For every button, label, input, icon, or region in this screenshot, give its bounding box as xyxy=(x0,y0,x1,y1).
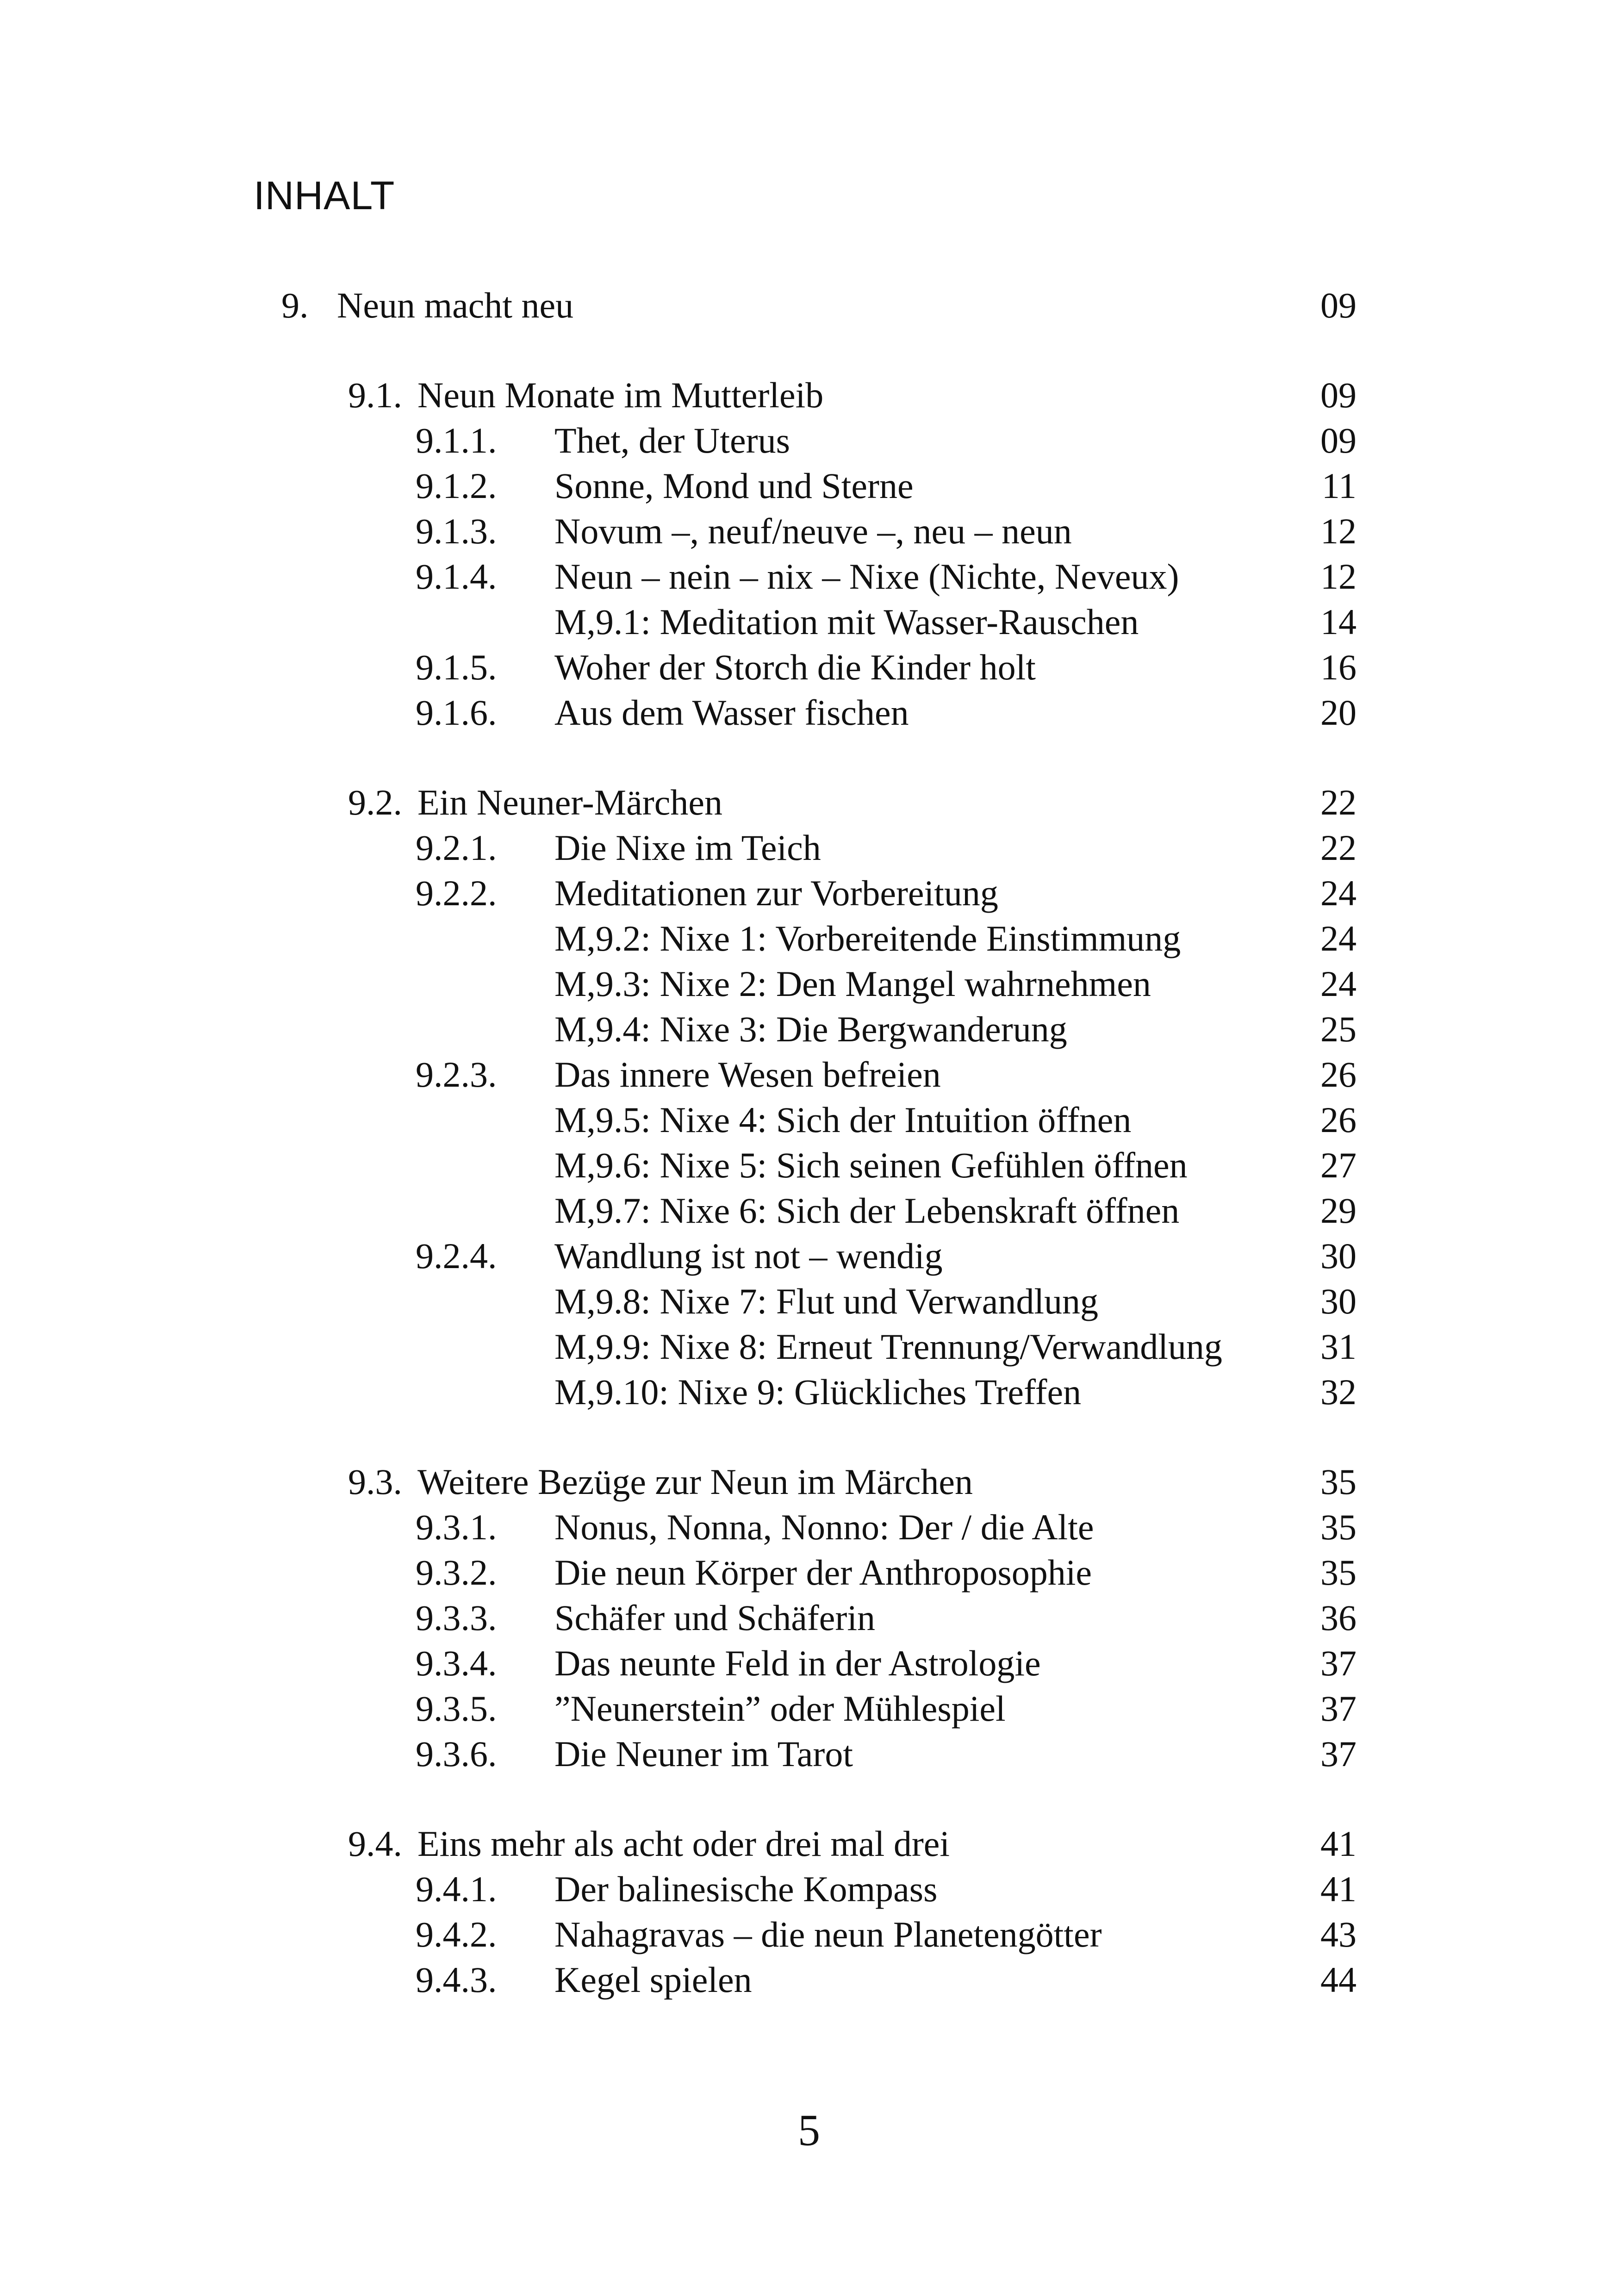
toc-entry-title: Thet, der Uterus xyxy=(554,420,790,460)
toc-entry-title: Nahagravas – die neun Planetengötter xyxy=(554,1914,1102,1954)
toc-entry-title: Ein Neuner-Märchen xyxy=(417,782,722,822)
toc-entry-title: Die Nixe im Teich xyxy=(554,828,821,868)
toc-entry-number: 9.4.3. xyxy=(416,1960,497,2000)
toc-entry-page: 12 xyxy=(1320,511,1357,551)
toc-entry xyxy=(0,1505,1618,1549)
toc-entry-title: M,9.4: Nixe 3: Die Bergwanderung xyxy=(554,1009,1067,1049)
toc-entry xyxy=(0,509,1618,554)
toc-entry xyxy=(0,283,1618,328)
toc-entry-number: 9.2.4. xyxy=(416,1236,497,1276)
toc-entry-number: 9.2.1. xyxy=(416,828,497,868)
toc-entry-page: 26 xyxy=(1320,1054,1357,1095)
toc-entry-page: 20 xyxy=(1320,692,1357,733)
toc-entry-page: 30 xyxy=(1320,1236,1357,1276)
toc-entry-page: 29 xyxy=(1320,1190,1357,1231)
toc-entry-title: ”Neunerstein” oder Mühlespiel xyxy=(554,1688,1006,1729)
toc-entry xyxy=(0,1732,1618,1776)
toc-entry-title: M,9.2: Nixe 1: Vorbereitende Einstimmung xyxy=(554,918,1181,958)
toc-entry xyxy=(0,1279,1618,1324)
toc-entry-title: Die neun Körper der Anthroposophie xyxy=(554,1552,1092,1593)
toc-entry-title: Woher der Storch die Kinder holt xyxy=(554,647,1036,687)
toc-entry xyxy=(0,600,1618,644)
toc-entry-number: 9.3.4. xyxy=(416,1643,497,1683)
toc-entry-title: Neun Monate im Mutterleib xyxy=(417,375,824,415)
toc-entry xyxy=(0,1550,1618,1595)
toc-entry xyxy=(0,826,1618,870)
toc-entry-number: 9.1.3. xyxy=(416,511,497,551)
toc-entry-page: 11 xyxy=(1321,466,1357,506)
toc-entry-page: 35 xyxy=(1320,1507,1357,1547)
toc-entry xyxy=(0,418,1618,463)
toc-entry-number: 9.1.2. xyxy=(416,466,497,506)
toc-entry-page: 41 xyxy=(1320,1869,1357,1909)
toc-entry-page: 24 xyxy=(1320,918,1357,958)
toc-entry xyxy=(0,691,1618,735)
toc-entry-title: Novum –, neuf/neuve –, neu – neun xyxy=(554,511,1072,551)
toc-entry xyxy=(0,1188,1618,1233)
toc-entry xyxy=(0,1052,1618,1097)
toc-entry-number: 9.2.3. xyxy=(416,1054,497,1095)
toc-entry-number: 9.1.5. xyxy=(416,647,497,687)
toc-entry-title: Nonus, Nonna, Nonno: Der / die Alte xyxy=(554,1507,1094,1547)
toc-entry-title: M,9.6: Nixe 5: Sich seinen Gefühlen öffnen xyxy=(554,1145,1188,1185)
page-number: 5 xyxy=(798,2105,820,2155)
toc-entry-page: 14 xyxy=(1320,602,1357,642)
toc-entry-page: 22 xyxy=(1320,782,1357,822)
toc-entry xyxy=(0,1234,1618,1278)
toc-entry-page: 30 xyxy=(1320,1281,1357,1321)
toc-entry-page: 09 xyxy=(1320,285,1357,325)
toc-entry-number: 9. xyxy=(281,285,309,325)
toc-entry-title: Meditationen zur Vorbereitung xyxy=(554,873,998,913)
toc-entry-title: Das innere Wesen befreien xyxy=(554,1054,941,1095)
toc-entry-title: Schäfer und Schäferin xyxy=(554,1598,876,1638)
toc-entry-title: M,9.10: Nixe 9: Glückliches Treffen xyxy=(554,1372,1082,1412)
toc-entry-number: 9.4.2. xyxy=(416,1914,497,1954)
toc-entry xyxy=(0,1641,1618,1686)
toc-entry xyxy=(0,1325,1618,1369)
toc-entry-title: Neun macht neu xyxy=(337,285,574,325)
toc-entry-number: 9.3.2. xyxy=(416,1552,497,1593)
toc-entry xyxy=(0,1596,1618,1640)
toc-entry-title: M,9.5: Nixe 4: Sich der Intuition öffnen xyxy=(554,1100,1132,1140)
toc-entry-page: 32 xyxy=(1320,1372,1357,1412)
toc-entry xyxy=(0,1867,1618,1911)
toc-entry xyxy=(0,871,1618,915)
toc-entry xyxy=(0,1686,1618,1731)
toc-entry-number: 9.3.5. xyxy=(416,1688,497,1729)
toc-entry-number: 9.2. xyxy=(348,782,402,822)
toc-entry-title: Aus dem Wasser fischen xyxy=(554,692,909,733)
toc-entry-page: 27 xyxy=(1320,1145,1357,1185)
toc-entry-page: 37 xyxy=(1320,1734,1357,1774)
toc-entry-number: 9.1.6. xyxy=(416,692,497,733)
toc-entry-page: 31 xyxy=(1320,1326,1357,1367)
toc-entry-page: 09 xyxy=(1320,420,1357,460)
toc-entry-page: 12 xyxy=(1320,556,1357,597)
toc-entry-title: Die Neuner im Tarot xyxy=(554,1734,853,1774)
toc-entry xyxy=(0,780,1618,825)
toc-entry xyxy=(0,1143,1618,1188)
toc-entry-title: M,9.3: Nixe 2: Den Mangel wahrnehmen xyxy=(554,964,1151,1004)
toc-entry xyxy=(0,916,1618,961)
toc-entry xyxy=(0,1912,1618,1957)
toc-entry-title: Das neunte Feld in der Astrologie xyxy=(554,1643,1041,1683)
toc-entry xyxy=(0,464,1618,508)
toc-entry xyxy=(0,1370,1618,1414)
toc-entry xyxy=(0,645,1618,690)
toc-entry-page: 41 xyxy=(1320,1823,1357,1864)
toc-entry-title: Weitere Bezüge zur Neun im Märchen xyxy=(417,1462,973,1502)
toc-entry-page: 37 xyxy=(1320,1688,1357,1729)
toc-entry-number: 9.3. xyxy=(348,1462,402,1502)
toc-entry-title: Der balinesische Kompass xyxy=(554,1869,938,1909)
toc-entry-number: 9.3.6. xyxy=(416,1734,497,1774)
toc-entry-page: 44 xyxy=(1320,1960,1357,2000)
toc-entry xyxy=(0,1958,1618,2002)
toc-entry-page: 37 xyxy=(1320,1643,1357,1683)
toc-entry-title: M,9.7: Nixe 6: Sich der Lebenskraft öffnen xyxy=(554,1190,1180,1231)
toc-entry-page: 22 xyxy=(1320,828,1357,868)
toc-entry-number: 9.4. xyxy=(348,1823,402,1864)
toc-entry-title: Wandlung ist not – wendig xyxy=(554,1236,943,1276)
toc-entry-page: 26 xyxy=(1320,1100,1357,1140)
toc-entry-title: Kegel spielen xyxy=(554,1960,752,2000)
toc-entry-number: 9.3.3. xyxy=(416,1598,497,1638)
toc-entry-number: 9.1. xyxy=(348,375,402,415)
page-title: INHALT xyxy=(254,174,395,218)
toc-entry-title: Sonne, Mond und Sterne xyxy=(554,466,914,506)
toc-entry-page: 16 xyxy=(1320,647,1357,687)
toc-entry-number: 9.2.2. xyxy=(416,873,497,913)
toc-entry-page: 24 xyxy=(1320,964,1357,1004)
toc-entry-title: M,9.1: Meditation mit Wasser-Rauschen xyxy=(554,602,1139,642)
toc-entry-number: 9.4.1. xyxy=(416,1869,497,1909)
toc-entry-title: M,9.8: Nixe 7: Flut und Verwandlung xyxy=(554,1281,1099,1321)
toc-entry-page: 35 xyxy=(1320,1552,1357,1593)
toc-entry xyxy=(0,554,1618,599)
toc-entry xyxy=(0,1822,1618,1866)
toc-entry xyxy=(0,1098,1618,1142)
toc-entry-title: Neun – nein – nix – Nixe (Nichte, Neveux) xyxy=(554,556,1179,597)
toc-entry xyxy=(0,1460,1618,1504)
toc-entry-page: 25 xyxy=(1320,1009,1357,1049)
toc-entry-page: 36 xyxy=(1320,1598,1357,1638)
toc-entry-number: 9.1.1. xyxy=(416,420,497,460)
toc-entry-page: 35 xyxy=(1320,1462,1357,1502)
toc-entry-page: 24 xyxy=(1320,873,1357,913)
toc-entry-title: Eins mehr als acht oder drei mal drei xyxy=(417,1823,950,1864)
toc-entry-number: 9.3.1. xyxy=(416,1507,497,1547)
toc-entry xyxy=(0,1007,1618,1052)
toc-entry xyxy=(0,962,1618,1006)
toc-entry-page: 09 xyxy=(1320,375,1357,415)
toc-entry-page: 43 xyxy=(1320,1914,1357,1954)
toc-entry xyxy=(0,373,1618,417)
toc-entry-number: 9.1.4. xyxy=(416,556,497,597)
toc-entry-title: M,9.9: Nixe 8: Erneut Trennung/Verwandlung xyxy=(554,1326,1222,1367)
